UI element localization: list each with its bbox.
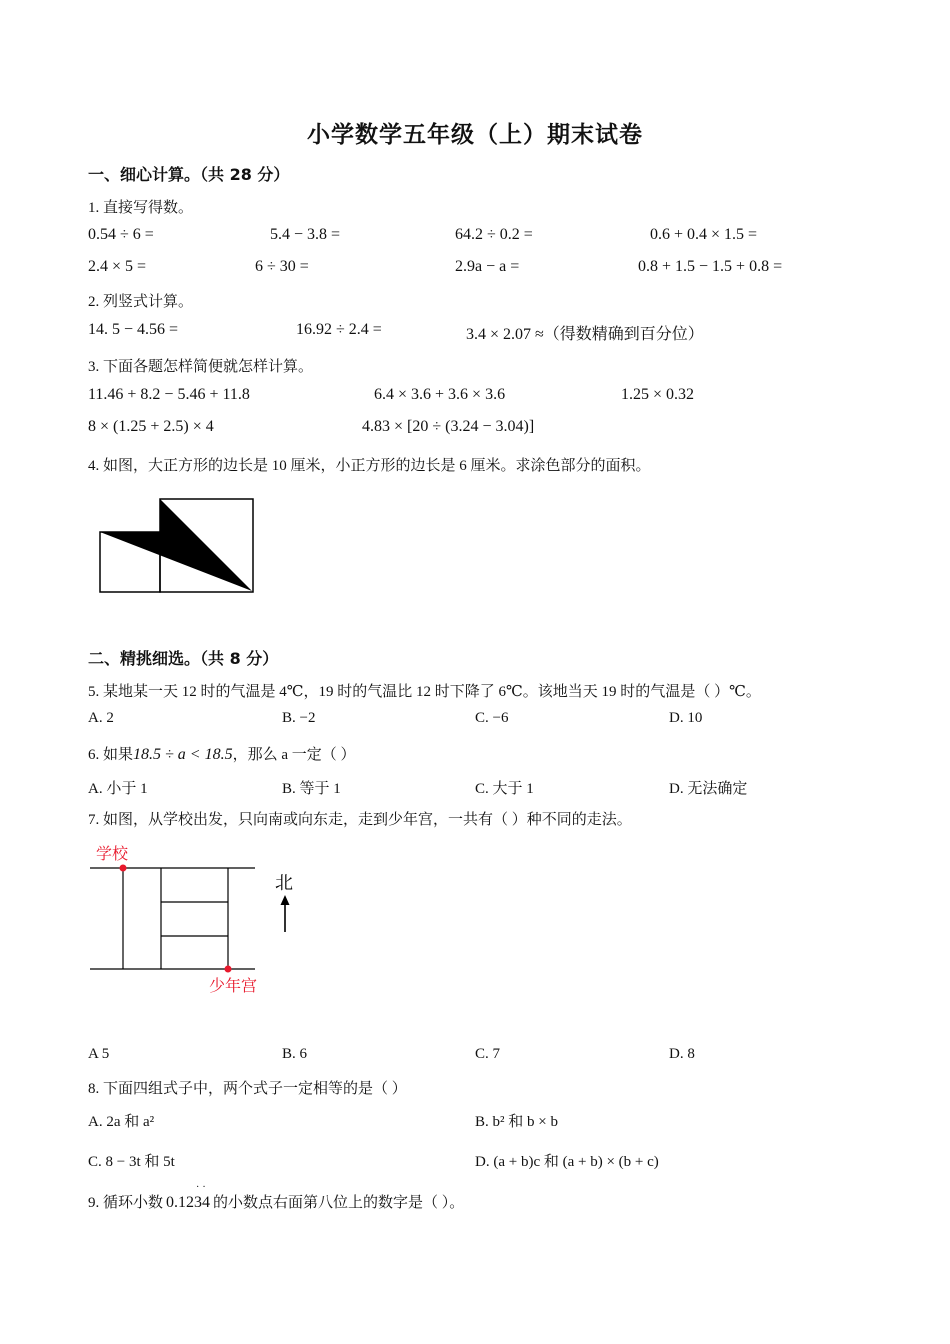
q4-squares-figure [95, 490, 265, 600]
start-point-dot [120, 865, 127, 872]
q5-prompt: 5. 某地某一天 12 时的气温是 4℃，19 时的气温比 12 时下降了 6℃。该地当天 19 时的气温是（ ）℃。 [88, 684, 761, 700]
q1-item: 64.2 ÷ 0.2 = [455, 226, 533, 243]
q9-prompt [88, 1182, 465, 1212]
q5-option-c: C. −6 [475, 710, 509, 726]
q5-option-a: A. 2 [88, 710, 114, 726]
start-label: 学校 [96, 844, 129, 863]
q6-option-b: B. 等于 1 [282, 781, 341, 797]
q1-item: 0.6 + 0.4 × 1.5 = [650, 226, 758, 243]
q6-option-c: C. 大于 1 [475, 781, 534, 797]
q6-option-a: A. 小于 1 [88, 781, 148, 797]
q4-prompt: 4. 如图，大正方形的边长是 10 厘米，小正方形的边长是 6 厘米。求涂色部分的面积。 [88, 458, 651, 474]
q9-decimal-digits: 0.1234 [166, 1194, 211, 1211]
north-arrow-icon [281, 895, 290, 905]
q6-option-d: D. 无法确定 [669, 781, 748, 797]
end-point-dot [225, 966, 232, 973]
q9-repeating-decimal [166, 1182, 211, 1211]
q1-item: 6 ÷ 30 = [255, 258, 309, 275]
q3-item: 8 × (1.25 + 2.5) × 4 [88, 418, 214, 435]
q3-item: 6.4 × 3.6 + 3.6 × 3.6 [374, 386, 506, 403]
q1-item: 5.4 − 3.8 = [270, 226, 341, 243]
q8-option-c: C. 8 − 3t 和 5t [88, 1154, 175, 1170]
q1-item: 0.54 ÷ 6 = [88, 226, 154, 243]
q5-option-d: D. 10 [669, 710, 703, 726]
q8-prompt: 8. 下面四组式子中，两个式子一定相等的是（ ） [88, 1081, 407, 1097]
q2-prompt: 2. 列竖式计算。 [88, 294, 194, 310]
q3-item: 11.46 + 8.2 − 5.46 + 11.8 [88, 386, 250, 403]
north-label: 北 [275, 873, 293, 894]
section-2-heading: 二、精挑细选。（共 8 分） [88, 649, 279, 668]
q1-item: 0.8 + 1.5 − 1.5 + 0.8 = [638, 258, 783, 275]
repeat-dots-icon: ·· [196, 1182, 209, 1193]
q9-suffix: 的小数点右面第八位上的数字是（ ）。 [213, 1195, 465, 1211]
q1-prompt: 1. 直接写得数。 [88, 200, 194, 216]
q1-item: 2.9a − a = [455, 258, 520, 275]
q8-option-b: B. b² 和 b × b [475, 1114, 558, 1130]
q6-prompt [88, 743, 356, 764]
q3-item: 1.25 × 0.32 [621, 386, 695, 403]
q6-expression: 18.5 ÷ a < 18.5 [133, 746, 233, 763]
q7-street-map [85, 838, 315, 1003]
q2-item: 16.92 ÷ 2.4 = [296, 321, 382, 338]
q8-option-a: A. 2a 和 a² [88, 1114, 155, 1130]
q7-prompt: 7. 如图，从学校出发，只向南或向东走，走到少年宫，一共有（ ）种不同的走法。 [88, 812, 632, 828]
q6-prefix: 6. 如果 [88, 747, 134, 763]
q3-prompt: 3. 下面各题怎样简便就怎样计算。 [88, 359, 314, 375]
shaded-region [100, 499, 252, 591]
page-title: 小学数学五年级（上）期末试卷 [307, 122, 643, 148]
q6-suffix: ，那么 a 一定（ ） [232, 747, 356, 763]
end-label: 少年宫 [209, 976, 258, 995]
q7-option-a: A 5 [88, 1046, 110, 1062]
q3-item: 4.83 × [20 ÷ (3.24 − 3.04)] [362, 418, 535, 435]
q5-option-b: B. −2 [282, 710, 316, 726]
section-1-heading: 一、细心计算。（共 28 分） [88, 165, 290, 184]
q2-item: 3.4 × 2.07 ≈（得数精确到百分位） [466, 326, 704, 343]
q7-option-b: B. 6 [282, 1046, 308, 1062]
q7-option-d: D. 8 [669, 1046, 695, 1062]
q2-item: 14. 5 − 4.56 = [88, 321, 179, 338]
q9-prefix: 9. 循环小数 [88, 1195, 164, 1211]
q8-option-d: D. (a + b)c 和 (a + b) × (b + c) [475, 1154, 659, 1170]
q7-option-c: C. 7 [475, 1046, 501, 1062]
q1-item: 2.4 × 5 = [88, 258, 147, 275]
